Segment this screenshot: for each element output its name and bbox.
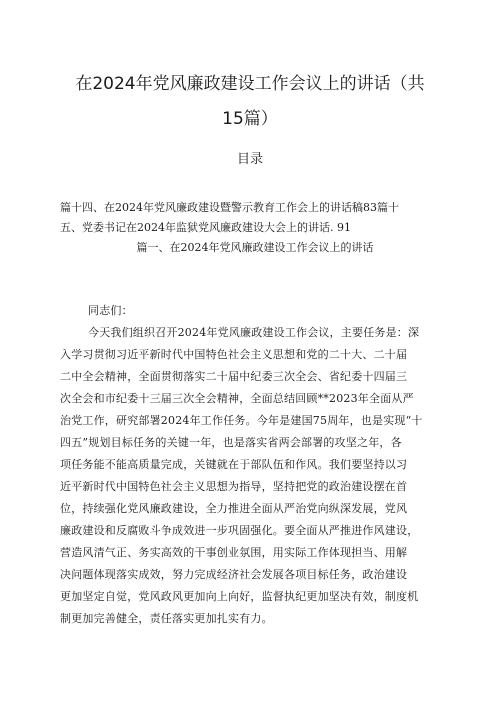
- toc-entry: 篇一、在2024年党风廉政建设工作会议上的讲话: [136, 241, 374, 254]
- body-line: 近平新时代中国特色社会主义思想为指导，坚持把党的政治建设摆在首: [60, 480, 408, 493]
- toc-entry: 五、党委书记在2024年监狱党风廉政建设大会上的讲话. 91: [60, 221, 351, 234]
- toc-entry: 篇十四、在2024年党风廉政建设暨警示教育工作会上的讲话稿83篇十: [60, 201, 399, 214]
- body-line: 廉政建设和反腐败斗争成效进一步巩固强化。要全面从严推进作风建设，: [60, 524, 419, 537]
- body-line: 入学习贯彻习近平新时代中国特色社会主义思想和党的二十大、二十届: [60, 348, 408, 361]
- body-line: 次全会和市纪委十三届三次全会精神，全面总结回顾**2023年全面从严: [60, 392, 414, 405]
- document-title-line-1: 在2024年党风廉政建设工作会议上的讲话（共: [75, 74, 425, 94]
- toc-heading: 目录: [236, 152, 263, 167]
- body-line: 治党工作，研究部署2024年工作任务。今年是建国75周年，也是实现“十: [60, 414, 423, 427]
- document-title-line-2: 15篇）: [222, 109, 278, 129]
- body-line: 决问题体现落实成效，努力完成经济社会发展各项目标任务，政治建设: [60, 568, 408, 581]
- body-line: 营造风清气正、务实高效的干事创业氛围，用实际工作体现担当、用解: [60, 546, 408, 559]
- speech-body: [60, 300, 450, 630]
- body-line: 今天我们组织召开2024年党风廉政建设工作会议，主要任务是：深: [88, 326, 420, 339]
- table-of-contents: [60, 198, 450, 258]
- body-line: 制更加完善健全，责任落实更加扎实有力。: [60, 612, 273, 625]
- body-line: 四五”规划目标任务的关键一年，也是落实省两会部署的攻坚之年，各: [60, 436, 402, 449]
- body-line: 二中全会精神，全面贯彻落实二十届中纪委三次全会、省纪委十四届三: [60, 370, 408, 383]
- salutation: 同志们：: [88, 304, 133, 317]
- body-line: 项任务能不能高质量完成，关键就在于部队伍和作风。我们要坚持以习: [60, 458, 408, 471]
- body-line: 更加坚定自觉，党风政风更加向上向好，监督执纪更加坚决有效，制度机: [60, 590, 419, 603]
- body-line: 位，持续强化党风廉政建设，全力推进全面从严治党向纵深发展，党风: [60, 502, 408, 515]
